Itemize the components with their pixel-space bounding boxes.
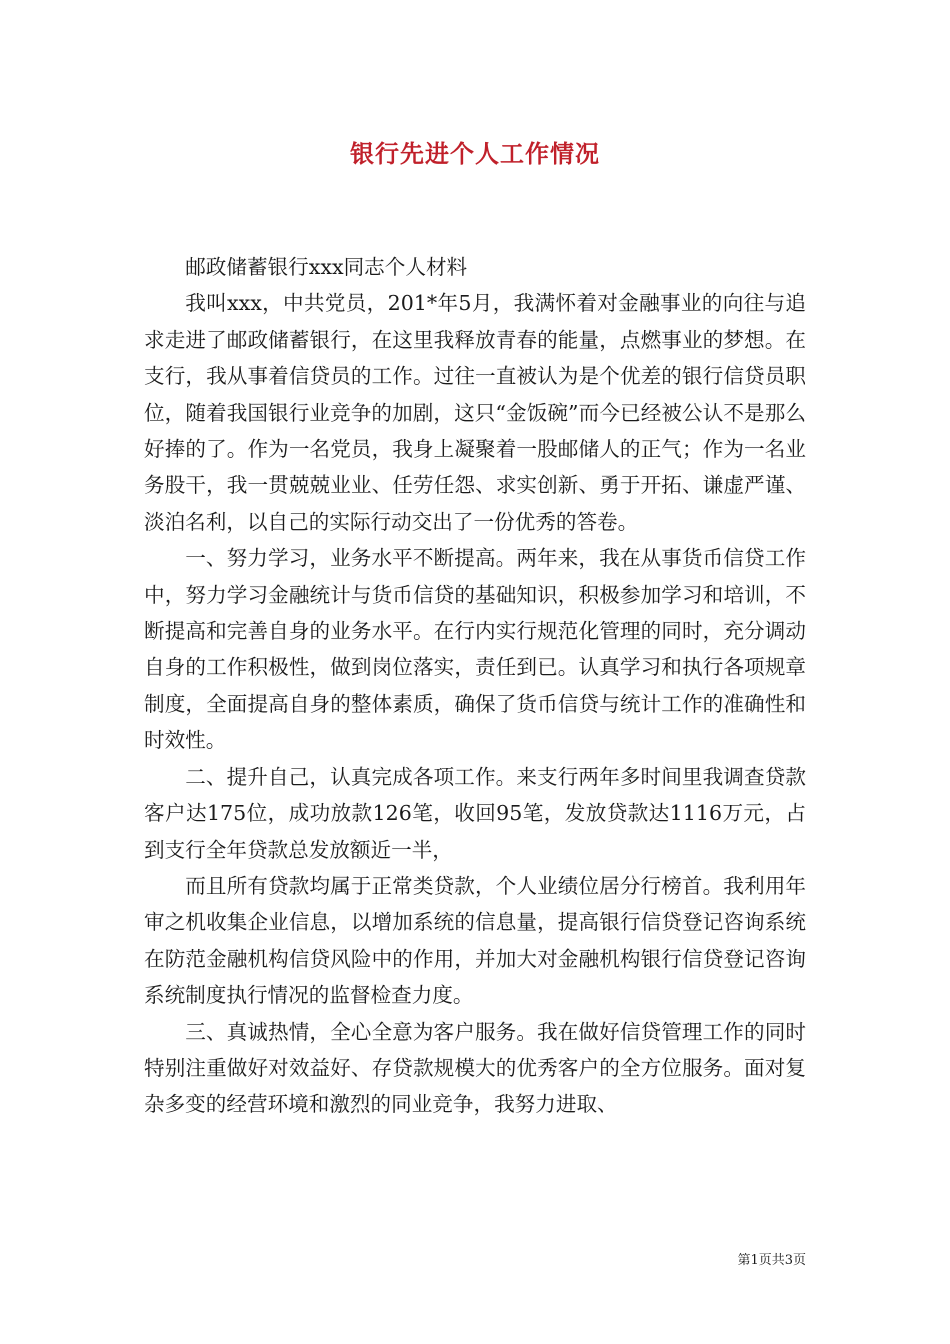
document-title: 银行先进个人工作情况 [350, 139, 600, 168]
paragraph-section-two: 二、提升自己，认真完成各项工作。来支行两年多时间里我调查贷款客户达175位，成功放款126笔，收回95笔，发放贷款达1116万元，占到支行全年贷款总发放额近一半， [144, 764, 806, 862]
document-body [144, 249, 806, 1123]
page-indicator: 第1页共3页 [737, 1253, 806, 1268]
paragraph-section-one: 一、努力学习，业务水平不断提高。两年来，我在从事货币信贷工作中，努力学习金融统计与货币信贷的基础知识，积极参加学习和培训，不断提高和完善自身的业务水平。在行内实行规范化管理的同时，充分调动自身的工作积极性，做到岗位落实，责任到已。认真学习和执行各项规章制度，全面提高自身的整体素质，确保了货币信贷与统计工作的准确性和时效性。 [144, 546, 806, 753]
paragraph-introduction: 我叫xxx，中共党员，201*年5月，我满怀着对金融事业的向往与追求走进了邮政储蓄银行，在这里我释放青春的能量，点燃事业的梦想。在支行，我从事着信贷员的工作。过往一直被认为是个优差的银行信贷员职位，随着我国银行业竞争的加剧，这只“金饭碗”而今已经被公认不是那么好捧的了。作为一名党员，我身上凝聚着一股邮储人的正气；作为一名业务股干，我一贯兢兢业业、任劳任怨、求实创新、勇于开拓、谦虚严谨、淡泊名利，以自己的实际行动交出了一份优秀的答卷。 [144, 291, 806, 534]
paragraph-subtitle: 邮政储蓄银行xxx同志个人材料 [185, 255, 468, 279]
paragraph-section-two-continued: 而且所有贷款均属于正常类贷款，个人业绩位居分行榜首。我利用年审之机收集企业信息，以增加系统的信息量，提高银行信贷登记咨询系统在防范金融机构信贷风险中的作用，并加大对金融机构银行信贷登记咨询系统制度执行情况的监督检查力度。 [144, 873, 806, 1008]
paragraph-section-three: 三、真诚热情，全心全意为客户服务。我在做好信贷管理工作的同时特别注重做好对效益好、存贷款规模大的优秀客户的全方位服务。面对复杂多变的经营环境和激烈的同业竞争，我努力进取、 [144, 1019, 806, 1117]
